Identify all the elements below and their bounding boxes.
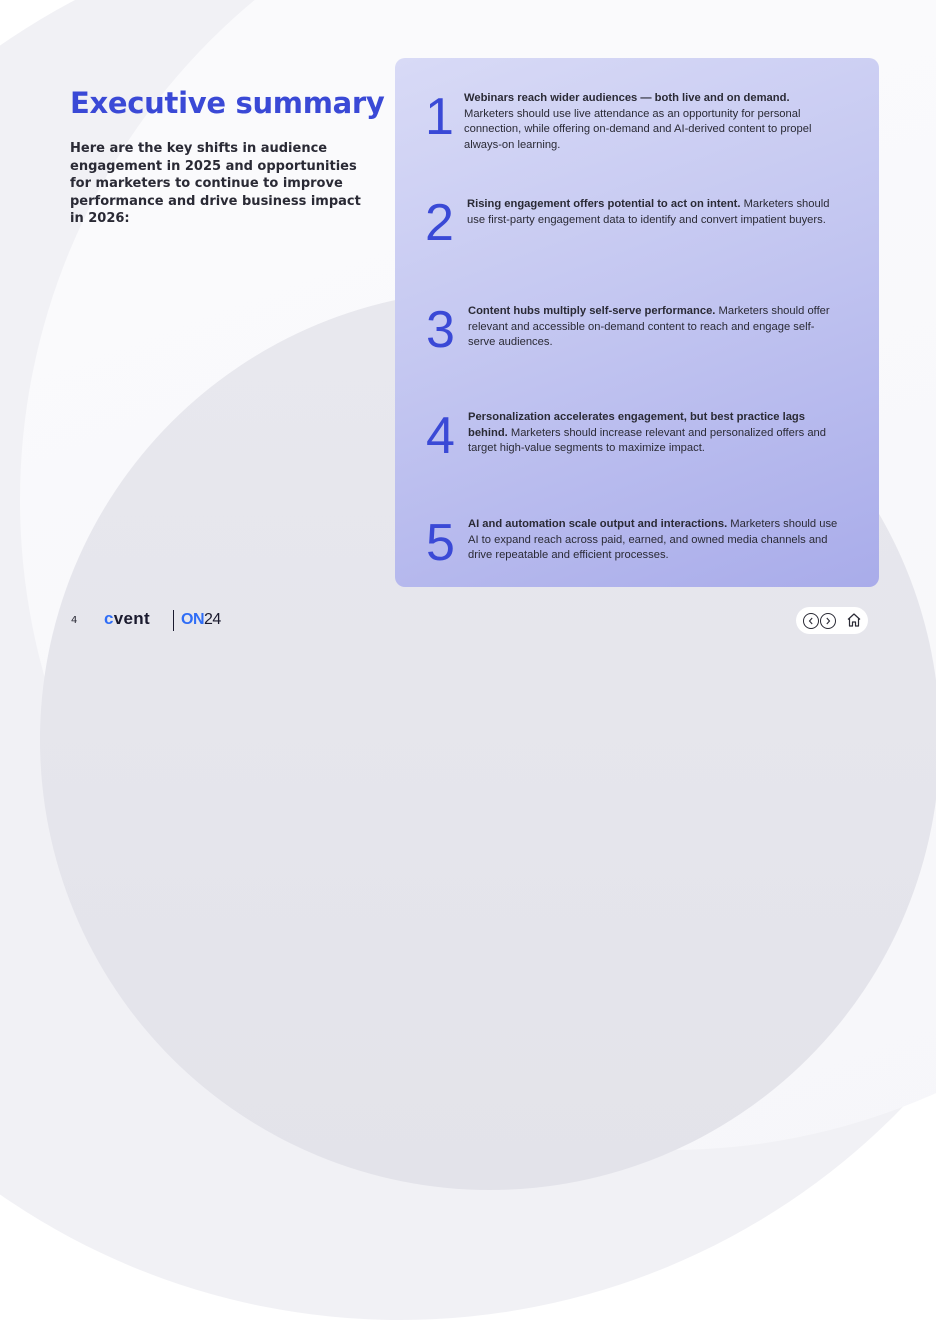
item-number: 4 [426, 407, 455, 465]
item-body: Marketers should offer relevant and accessible on-demand content to reach and engage self-serve audiences. [468, 305, 830, 349]
item-body: Marketers should use AI to expand reach across paid, earned, and owned media channels and drive repeatable and efficient processes. [468, 518, 838, 562]
page-title: Executive summary [70, 86, 385, 120]
item-heading: Content hubs multiply self-serve performance. [468, 305, 716, 317]
cvent-logo-text: vent [113, 609, 150, 628]
item-text [467, 197, 839, 228]
chevron-left-icon [807, 617, 815, 625]
item-number: 5 [426, 514, 455, 572]
home-button[interactable] [846, 612, 862, 628]
item-heading: Webinars reach wider audiences — both live and on demand. [464, 92, 790, 104]
item-number: 2 [425, 194, 454, 252]
home-icon [846, 612, 862, 628]
item-text [468, 410, 840, 457]
item-number: 1 [425, 88, 454, 146]
summary-panel [395, 58, 879, 587]
navigation-controls [796, 607, 868, 634]
item-heading: Personalization accelerates engagement, but best practice lags behind. [468, 411, 805, 439]
cvent-logo [104, 609, 150, 629]
logo-divider [173, 610, 174, 631]
on24-logo-on: ON [181, 611, 204, 628]
item-body: Marketers should use first-party engagement data to identify and convert impatient buyers. [467, 198, 830, 226]
item-body: Marketers should use live attendance as an opportunity for personal connection, while offering on-demand and AI-derived content to propel always-on learning. [464, 107, 812, 151]
on24-logo [181, 611, 221, 629]
prev-page-button[interactable] [803, 613, 819, 629]
item-heading: Rising engagement offers potential to act on intent. [467, 198, 741, 210]
page-number: 4 [71, 615, 78, 626]
item-text [468, 304, 840, 351]
on24-logo-num: 24 [204, 611, 221, 628]
next-page-button[interactable] [820, 613, 836, 629]
chevron-right-icon [824, 617, 832, 625]
item-body: Marketers should increase relevant and personalized offers and target high-value segments to maximize impact. [468, 426, 826, 455]
item-number: 3 [426, 301, 455, 359]
item-heading: AI and automation scale output and interactions. [468, 518, 728, 530]
cvent-logo-c: c [104, 609, 114, 628]
item-text [464, 91, 836, 153]
item-text [468, 517, 840, 564]
intro-text: Here are the key shifts in audience engagement in 2025 and opportunities for marketers to continue to improve performance and drive business impact in 2026: [70, 141, 361, 226]
